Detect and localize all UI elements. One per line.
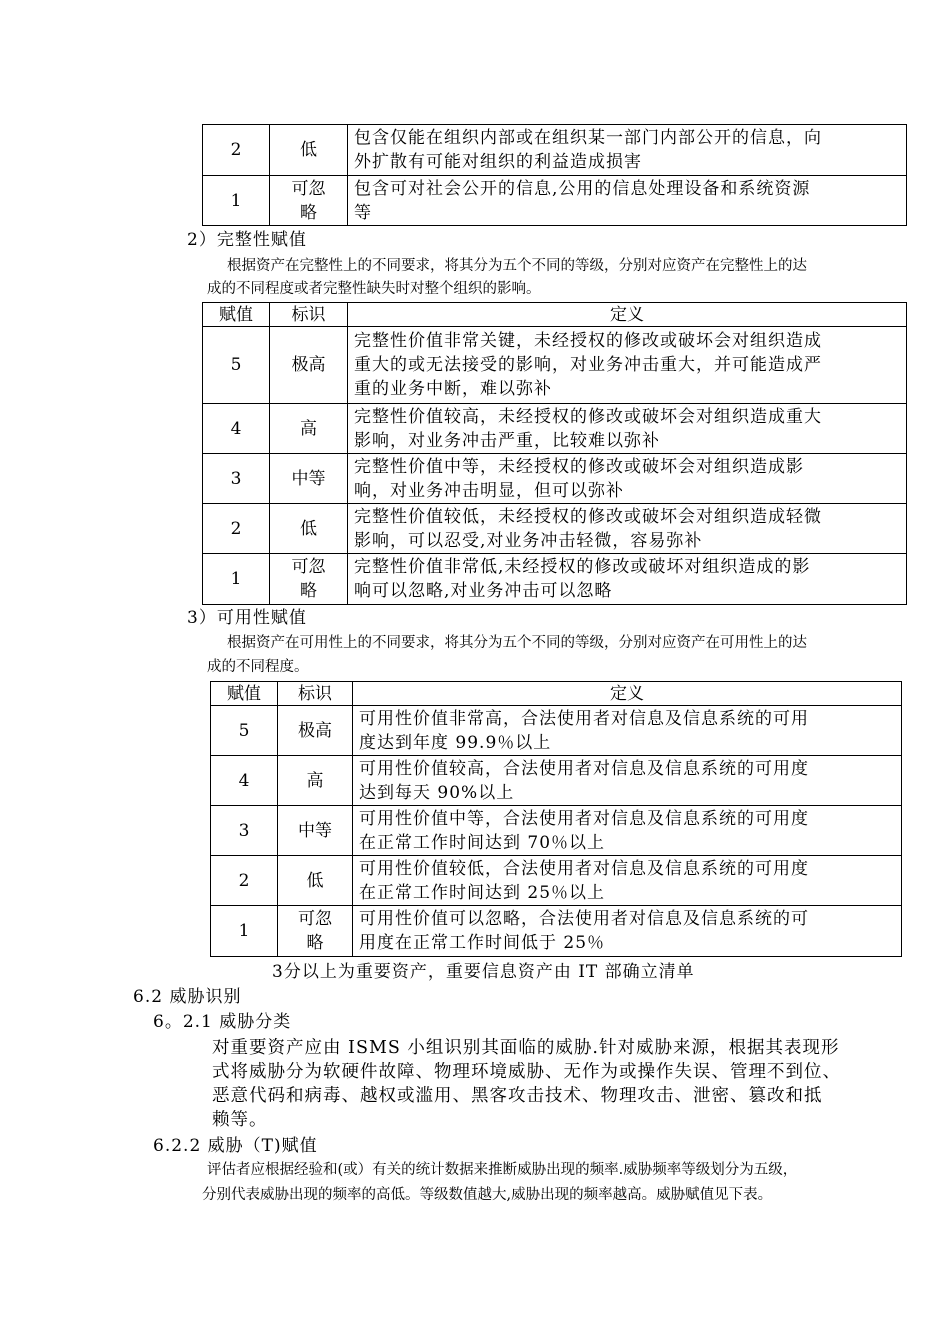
definition-line: 可用性价值较低，合法使用者对信息及信息系统的可用度 [359, 858, 809, 879]
definition-line: 可用性价值中等，合法使用者对信息及信息系统的可用度 [359, 808, 809, 829]
definition-cell [353, 756, 902, 806]
definition-line: 可用性价值较高，合法使用者对信息及信息系统的可用度 [359, 758, 809, 779]
table-row [211, 806, 902, 856]
definition-line: 响，对业务冲击明显，但可以弥补 [354, 480, 624, 501]
definition-line: 完整性价值较高，未经授权的修改或破坏会对组织造成重大 [354, 406, 822, 427]
definition-line: 包含可对社会公开的信息,公用的信息处理设备和系统资源 [354, 178, 811, 199]
definition-line: 达到每天 90%以上 [359, 782, 515, 803]
label-cell [270, 554, 348, 605]
table-row [203, 404, 907, 454]
availability-intro-line: 成的不同程度。 [207, 659, 309, 675]
header-definition: 定义 [353, 682, 902, 706]
header-label: 标识 [270, 303, 348, 327]
availability-table [210, 681, 902, 957]
table-header-row [203, 303, 907, 327]
integrity-table [202, 302, 907, 605]
value-cell: 2 [203, 504, 270, 554]
label-cell: 中等 [278, 806, 353, 856]
definition-cell [353, 906, 902, 957]
table-row [203, 554, 907, 605]
threat-classification-line: 赖等。 [212, 1110, 268, 1130]
threat-classification-line: 式将威胁分为软硬件故障、物理环境威胁、无作为或操作失误、管理不到位、 [212, 1062, 841, 1082]
threat-rating-heading: 6.2.2 威胁（T)赋值 [153, 1136, 318, 1156]
definition-line: 在正常工作时间达到 70％以上 [359, 832, 606, 853]
label-cell: 极高 [270, 327, 348, 404]
definition-line: 包含仅能在组织内部或在组织某一部门内部公开的信息，向 [354, 128, 822, 148]
definition-line: 度达到年度 99.9％以上 [359, 732, 552, 753]
table-row [211, 756, 902, 806]
label-line: 略 [306, 933, 324, 953]
availability-intro-line: 根据资产在可用性上的不同要求，将其分为五个不同的等级，分别对应资产在可用性上的达 [227, 635, 807, 651]
integrity-intro-line: 根据资产在完整性上的不同要求，将其分为五个不同的等级，分别对应资产在完整性上的达 [227, 258, 807, 274]
important-asset-note: 3分以上为重要资产，重要信息资产由 IT 部确立清单 [272, 962, 695, 982]
value-cell: 3 [211, 806, 278, 856]
label-cell: 低 [278, 856, 353, 906]
value-cell: 4 [203, 404, 270, 454]
value-cell: 1 [211, 906, 278, 957]
definition-cell [353, 706, 902, 756]
definition-cell [348, 176, 907, 226]
label-cell: 高 [270, 404, 348, 454]
table-row [203, 327, 907, 404]
definition-cell [348, 554, 907, 605]
label-cell: 中等 [270, 454, 348, 504]
definition-cell [348, 454, 907, 504]
definition-line: 影响，可以忍受,对业务冲击轻微，容易弥补 [354, 530, 703, 551]
label-line: 略 [300, 581, 317, 601]
definition-line: 影响，对业务冲击严重，比较难以弥补 [354, 430, 660, 451]
definition-cell [348, 404, 907, 454]
header-value: 赋值 [211, 682, 278, 706]
definition-cell [348, 125, 907, 176]
label-cell [278, 906, 353, 957]
table-row [211, 706, 902, 756]
threat-rating-line: 评估者应根据经验和(或）有关的统计数据来推断威胁出现的频率.威胁频率等级划分为五级， [207, 1162, 798, 1178]
threat-heading: 6.2 威胁识别 [133, 987, 242, 1007]
table-header-row [211, 682, 902, 706]
confidentiality-table-tail [202, 124, 907, 226]
definition-line: 可用性价值非常高，合法使用者对信息及信息系统的可用 [359, 708, 809, 729]
definition-line: 完整性价值非常低,未经授权的修改或破坏对组织造成的影 [354, 557, 811, 577]
table-row [211, 906, 902, 957]
definition-cell [353, 806, 902, 856]
value-cell: 1 [203, 554, 270, 605]
threat-classification-line: 恶意代码和病毒、越权或滥用、黑客攻击技术、物理攻击、泄密、篡改和抵 [212, 1086, 823, 1106]
definition-line: 重大的或无法接受的影响，对业务冲击重大，并可能造成严 [354, 355, 822, 375]
integrity-intro-line: 成的不同程度或者完整性缺失时对整个组织的影响。 [207, 281, 541, 297]
definition-line: 完整性价值中等，未经授权的修改或破坏会对组织造成影 [354, 456, 804, 477]
value-cell: 4 [211, 756, 278, 806]
label-cell: 低 [270, 125, 348, 176]
availability-heading: 3）可用性赋值 [187, 608, 307, 628]
table-row [203, 125, 907, 176]
value-cell: 3 [203, 454, 270, 504]
label-cell: 极高 [278, 706, 353, 756]
definition-line: 完整性价值较低，未经授权的修改或破坏会对组织造成轻微 [354, 506, 822, 527]
definition-cell [348, 504, 907, 554]
value-cell: 2 [211, 856, 278, 906]
integrity-heading: 2）完整性赋值 [187, 230, 307, 250]
threat-rating-line: 分别代表威胁出现的频率的高低。等级数值越大,威胁出现的频率越高。威胁赋值见下表。 [202, 1187, 773, 1203]
definition-line: 用度在正常工作时间低于 25％ [359, 933, 606, 953]
label-line: 略 [300, 202, 317, 223]
label-line: 可忽 [298, 909, 332, 929]
header-label: 标识 [278, 682, 353, 706]
threat-classification-line: 对重要资产应由 ISMS 小组识别其面临的威胁.针对威胁来源，根据其表现形 [212, 1038, 840, 1058]
definition-line: 响可以忽略,对业务冲击可以忽略 [354, 581, 613, 601]
label-cell: 高 [278, 756, 353, 806]
label-cell [270, 176, 348, 226]
value-cell: 5 [203, 327, 270, 404]
value-cell: 1 [203, 176, 270, 226]
table-row [203, 454, 907, 504]
table-row [203, 176, 907, 226]
header-definition: 定义 [348, 303, 907, 327]
definition-line: 重的业务中断，难以弥补 [354, 379, 552, 399]
label-cell: 低 [270, 504, 348, 554]
table-row [211, 856, 902, 906]
threat-classification-heading: 6。2.1 威胁分类 [153, 1012, 292, 1032]
value-cell: 2 [203, 125, 270, 176]
definition-line: 完整性价值非常关键，未经授权的修改或破坏会对组织造成 [354, 331, 822, 351]
definition-line: 等 [354, 202, 372, 223]
label-line: 可忽 [291, 557, 326, 577]
label-line: 可忽 [291, 178, 326, 199]
definition-cell [353, 856, 902, 906]
definition-line: 可用性价值可以忽略，合法使用者对信息及信息系统的可 [359, 909, 809, 929]
table-row [203, 504, 907, 554]
header-value: 赋值 [203, 303, 270, 327]
value-cell: 5 [211, 706, 278, 756]
definition-cell [348, 327, 907, 404]
definition-line: 外扩散有可能对组织的利益造成损害 [354, 152, 642, 172]
definition-line: 在正常工作时间达到 25％以上 [359, 882, 606, 903]
